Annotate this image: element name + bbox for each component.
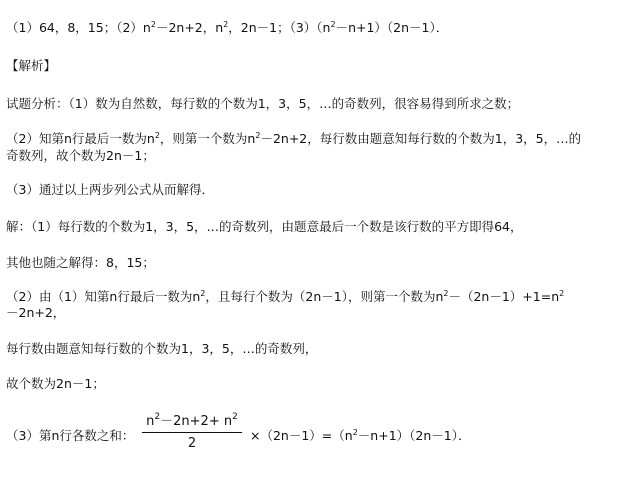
- superscript: 2: [352, 428, 358, 437]
- numerator-text: －2n+2+ n: [160, 414, 233, 429]
- superscript: 2: [223, 20, 229, 29]
- result-text: －n+1）（2n－1）．: [357, 428, 471, 443]
- superscript: 2: [443, 289, 449, 298]
- solution-part3-result: [250, 428, 470, 444]
- superscript: 2: [232, 412, 238, 422]
- answer-text-3: ，2n－1；（3）（n: [228, 20, 331, 35]
- result-text: ×（2n－1）=（n: [250, 428, 353, 443]
- analysis-part3: （3）通过以上两步列公式从而解得．: [6, 182, 214, 197]
- fraction-denominator: 2: [187, 436, 197, 451]
- solution-text: ，且每行个数为（2n－1），则第一个数为n: [205, 289, 444, 304]
- analysis-heading: 【解析】: [6, 58, 57, 73]
- analysis-text: ，则第一个数为n: [159, 131, 256, 146]
- solution-line-4: 每行数由题意知每行数的个数为1，3，5，…的奇数列，: [6, 341, 318, 356]
- superscript: 2: [559, 289, 565, 298]
- analysis-part2-cont: 奇数列，故个数为2n－1；: [6, 148, 155, 163]
- solution-text: －（2n－1）+1=n: [448, 289, 560, 304]
- superscript: 2: [200, 289, 206, 298]
- analysis-part2: [6, 131, 581, 147]
- answer-text-4: －n+1）（2n－1）．: [335, 20, 449, 35]
- superscript: 2: [330, 20, 336, 29]
- numerator-text: n: [146, 414, 155, 429]
- solution-part3-prefix: （3）第n行各数之和：: [6, 428, 135, 443]
- superscript: 2: [154, 131, 160, 140]
- superscript: 2: [255, 131, 261, 140]
- analysis-intro: 试题分析：（1）数为自然数，每行数的个数为1，3，5，…的奇数列，很容易得到所求之数；: [6, 96, 520, 111]
- fraction-numerator: [140, 414, 244, 432]
- solution-part2-cont: －2n+2，: [6, 305, 66, 320]
- answer-text-2: －2n+2，n: [155, 20, 224, 35]
- answer-line: [6, 20, 448, 36]
- answer-text-1: （1）64，8，15；（2）n: [6, 20, 151, 35]
- solution-text: （2）由（1）知第n行最后一数为n: [6, 289, 201, 304]
- analysis-text: （2）知第n行最后一数为n: [6, 131, 155, 146]
- analysis-text: －2n+2，每行数由题意知每行数的个数为1，3，5，…的: [260, 131, 582, 146]
- solution-line-1: 解：（1）每行数的个数为1，3，5，…的奇数列，由题意最后一个数是该行数的平方即得64，: [6, 219, 523, 234]
- sum-fraction: [140, 414, 244, 453]
- solution-line-2: 其他也随之解得：8，15；: [6, 255, 155, 270]
- solution-part2: [6, 289, 564, 305]
- superscript: 2: [154, 412, 161, 422]
- solution-line-5: 故个数为2n－1；: [6, 376, 105, 391]
- superscript: 2: [150, 20, 156, 29]
